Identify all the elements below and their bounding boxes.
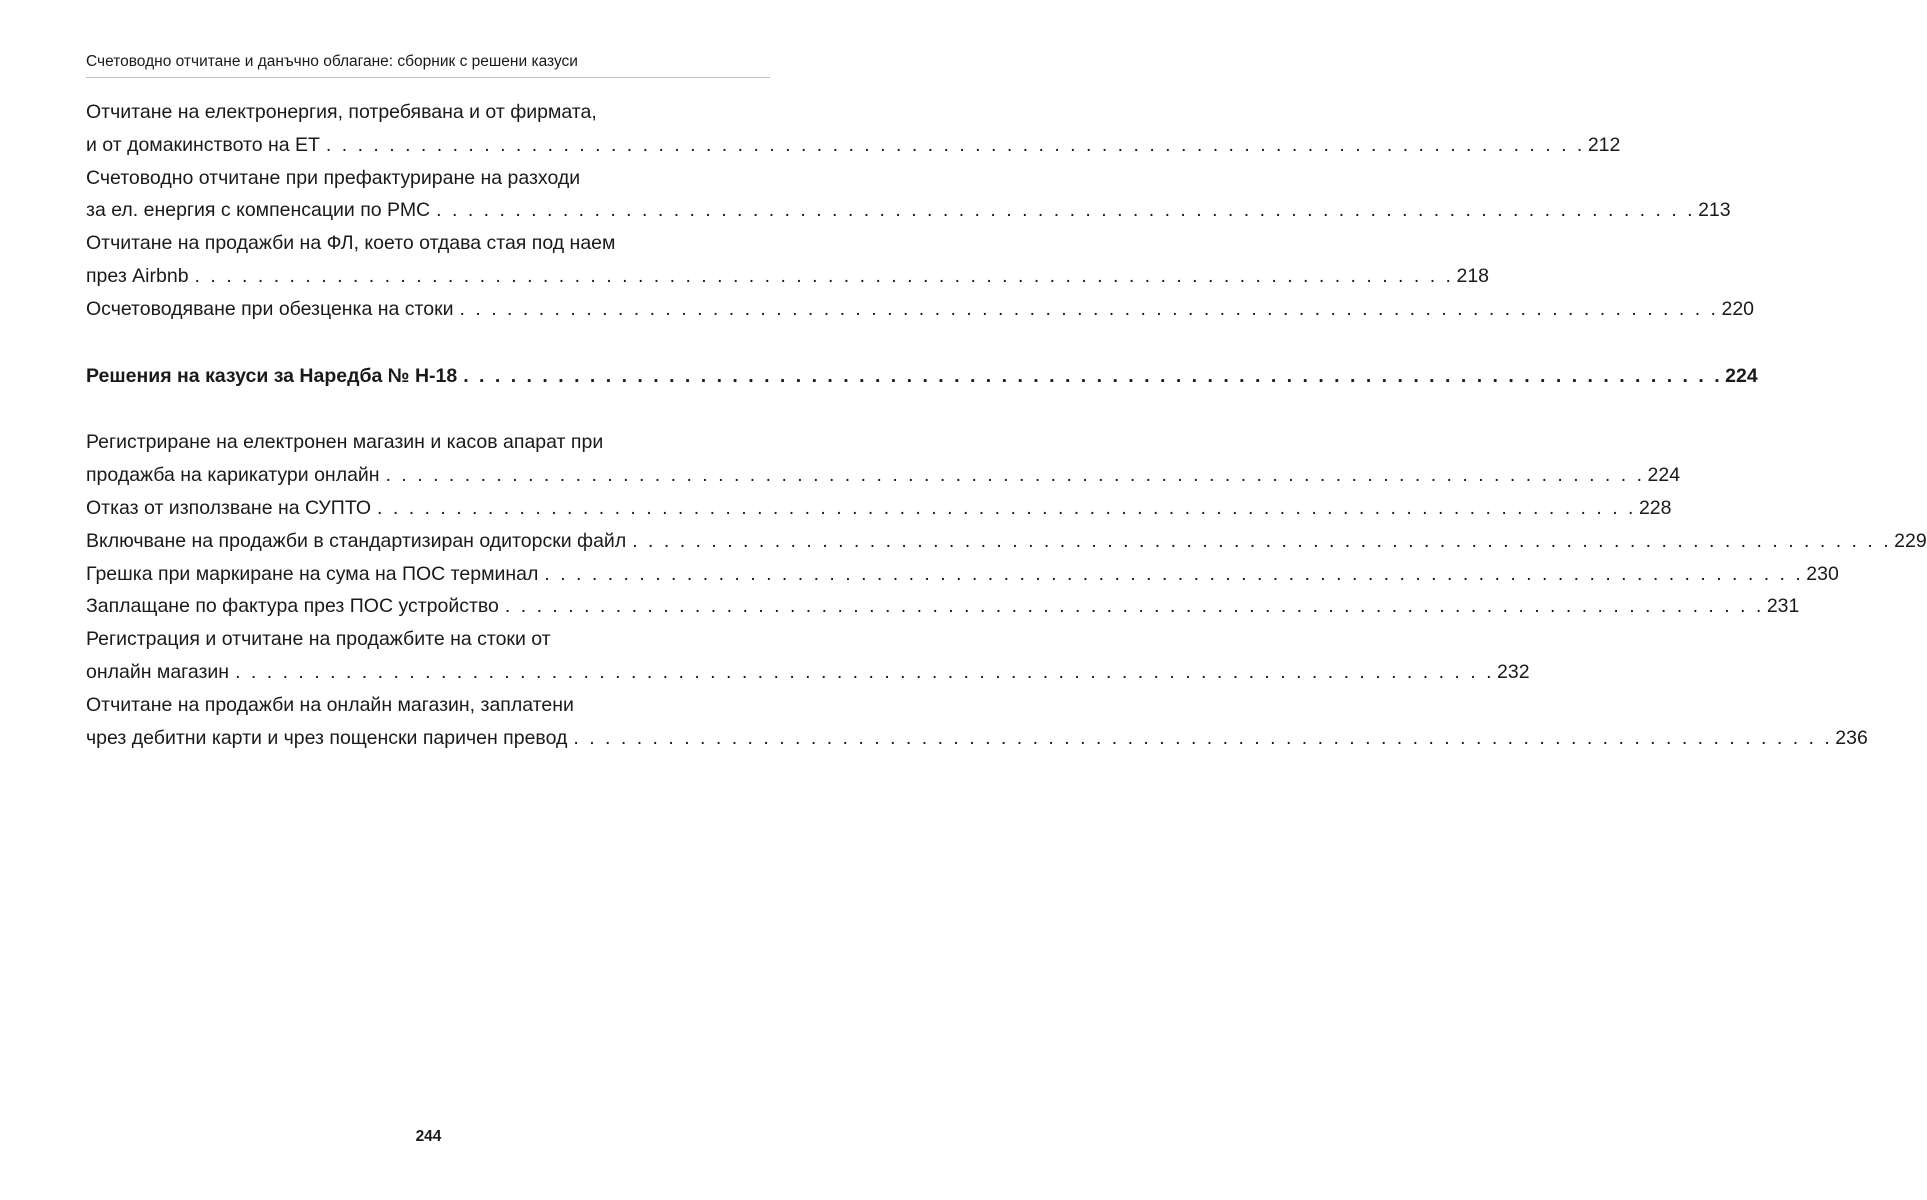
toc-entry-line: Отчитане на продажби на онлайн магазин, заплатени — [86, 693, 574, 716]
toc-section-heading[interactable] — [86, 360, 1758, 393]
toc-entry-last-line — [86, 722, 1868, 755]
running-header: Счетоводно отчитане и данъчно облагане: сборник с решени казуси — [86, 53, 578, 70]
toc-entry-text: онлайн магазин — [86, 660, 230, 683]
toc-entry-text: за ел. енергия с компенсации по РМС — [86, 199, 431, 222]
toc-page-number: 230 — [1806, 562, 1839, 585]
toc-page-number: 228 — [1638, 496, 1672, 519]
toc-entry-text: чрез дебитни карти и чрез пощенски паричен превод — [86, 726, 568, 749]
toc-page-number: 218 — [1456, 264, 1490, 287]
toc-section-line — [86, 360, 1758, 393]
table-of-contents — [86, 96, 1927, 754]
toc-entry-last-line — [86, 492, 1672, 525]
section-gap — [86, 326, 764, 360]
toc-page-number: 229 — [1894, 529, 1927, 552]
toc-page-number: 213 — [1698, 199, 1731, 222]
dot-leader: . . . . . . . . . . . . . . . . . . . . . . . . . . . . . . . . . . . . . . . . . . . . . . . . . . . . . . . . . . . . . . . . . . . . . . . . . . . . . . . . — [463, 364, 1723, 387]
toc-entry[interactable] — [86, 426, 1681, 492]
header-rule — [86, 77, 770, 78]
toc-entry[interactable] — [86, 293, 1755, 326]
toc-entry-text: Заплащане по фактура през ПОС устройство — [86, 595, 499, 618]
toc-entry-text: Отказ от използване на СУПТО — [86, 496, 372, 519]
toc-page-number: 231 — [1766, 595, 1800, 618]
dot-leader: . . . . . . . . . . . . . . . . . . . . . . . . . . . . . . . . . . . . . . . . . . . . . . . . . . . . . . . . . . . . . . . . . . . . . . . . . . . . . . . . — [377, 496, 1636, 519]
toc-page-number: 236 — [1835, 726, 1868, 749]
toc-entry[interactable] — [86, 96, 1621, 162]
toc-entry-line: Регистрация и отчитане на продажбите на стоки от — [86, 628, 551, 651]
toc-entry-text: през Airbnb — [86, 264, 189, 287]
toc-page-number: 232 — [1497, 660, 1530, 683]
dot-leader: . . . . . . . . . . . . . . . . . . . . . . . . . . . . . . . . . . . . . . . . . . . . . . . . . . . . . . . . . . . . . . . . . . . . . . . . . . . . . . . . — [194, 264, 1454, 287]
dot-leader: . . . . . . . . . . . . . . . . . . . . . . . . . . . . . . . . . . . . . . . . . . . . . . . . . . . . . . . . . . . . . . . . . . . . . . . . . . . . . . . . — [385, 464, 1645, 487]
toc-entry[interactable] — [86, 492, 1672, 525]
toc-entry-last-line — [86, 293, 1755, 326]
toc-section-page-number: 224 — [1725, 364, 1758, 387]
toc-page-number: 224 — [1647, 464, 1681, 487]
toc-page-number: 212 — [1587, 133, 1621, 156]
dot-leader: . . . . . . . . . . . . . . . . . . . . . . . . . . . . . . . . . . . . . . . . . . . . . . . . . . . . . . . . . . . . . . . . . . . . . . . . . . . . . . . . — [436, 199, 1696, 222]
toc-entry-text: Грешка при маркиране на сума на ПОС терминал — [86, 562, 539, 585]
toc-entry-last-line — [86, 459, 1681, 492]
toc-entry[interactable] — [86, 558, 1839, 591]
dot-leader: . . . . . . . . . . . . . . . . . . . . . . . . . . . . . . . . . . . . . . . . . . . . . . . . . . . . . . . . . . . . . . . . . . . . . . . . . . . . . . . . — [459, 297, 1719, 320]
toc-entry-line: Отчитане на електронергия, потребявана и от фирмата, — [86, 101, 597, 123]
toc-entry-line: Регистриране на електронен магазин и касов апарат при — [86, 431, 604, 454]
toc-entry[interactable] — [86, 590, 1800, 623]
toc-section-title: Решения на казуси за Наредба № Н-18 — [86, 364, 458, 387]
toc-entry-last-line — [86, 129, 1621, 162]
toc-entry-text: Осчетоводяване при обезценка на стоки — [86, 297, 454, 320]
dot-leader: . . . . . . . . . . . . . . . . . . . . . . . . . . . . . . . . . . . . . . . . . . . . . . . . . . . . . . . . . . . . . . . . . . . . . . . . . . . . . . . . — [573, 726, 1833, 749]
toc-entry-text: Включване на продажби в стандартизиран одиторски файл — [86, 529, 627, 552]
dot-leader: . . . . . . . . . . . . . . . . . . . . . . . . . . . . . . . . . . . . . . . . . . . . . . . . . . . . . . . . . . . . . . . . . . . . . . . . . . . . . . . . — [325, 133, 1585, 156]
dot-leader: . . . . . . . . . . . . . . . . . . . . . . . . . . . . . . . . . . . . . . . . . . . . . . . . . . . . . . . . . . . . . . . . . . . . . . . . . . . . . . . . — [544, 562, 1804, 585]
toc-entry[interactable] — [86, 162, 1731, 228]
toc-entry-last-line — [86, 525, 1927, 558]
toc-entry[interactable] — [86, 623, 1530, 689]
section-gap — [86, 392, 764, 426]
toc-entry-line: Отчитане на продажби на ФЛ, което отдава стая под наем — [86, 232, 616, 255]
toc-entry-text: и от домакинството на ЕТ — [86, 133, 320, 156]
dot-leader: . . . . . . . . . . . . . . . . . . . . . . . . . . . . . . . . . . . . . . . . . . . . . . . . . . . . . . . . . . . . . . . . . . . . . . . . . . . . . . . . — [632, 529, 1892, 552]
toc-entry-last-line — [86, 260, 1490, 293]
toc-entry-last-line — [86, 590, 1800, 623]
toc-entry-last-line — [86, 558, 1839, 591]
toc-entry-last-line — [86, 656, 1530, 689]
toc-entry[interactable] — [86, 689, 1868, 755]
dot-leader: . . . . . . . . . . . . . . . . . . . . . . . . . . . . . . . . . . . . . . . . . . . . . . . . . . . . . . . . . . . . . . . . . . . . . . . . . . . . . . . . — [235, 660, 1495, 683]
toc-page-number: 220 — [1721, 297, 1755, 320]
dot-leader: . . . . . . . . . . . . . . . . . . . . . . . . . . . . . . . . . . . . . . . . . . . . . . . . . . . . . . . . . . . . . . . . . . . . . . . . . . . . . . . . — [504, 595, 1764, 618]
page-number: 244 — [415, 1128, 442, 1145]
toc-entry-text: продажба на карикатури онлайн — [86, 464, 380, 487]
toc-entry-last-line — [86, 194, 1731, 227]
toc-entry[interactable] — [86, 525, 1927, 558]
toc-entry-line: Счетоводно отчитане при префактуриране на разходи — [86, 166, 581, 189]
toc-entry[interactable] — [86, 227, 1490, 293]
